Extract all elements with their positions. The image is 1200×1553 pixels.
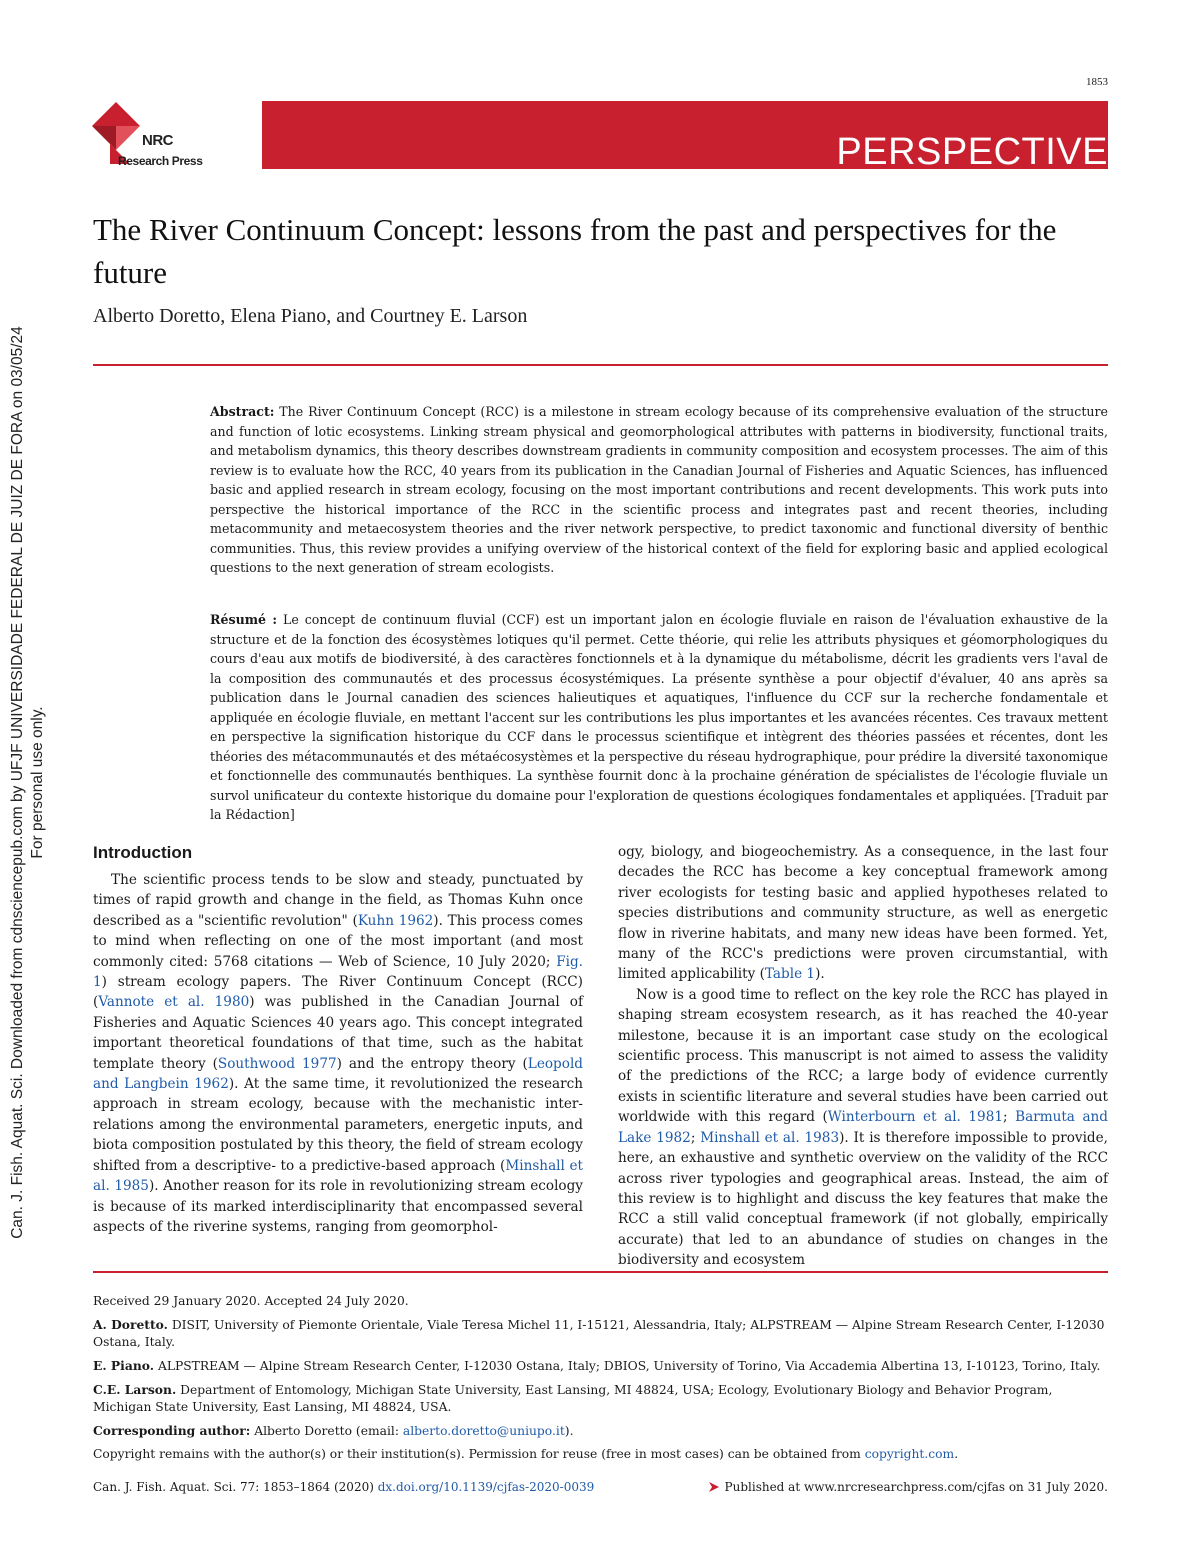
corresponding-label: Corresponding author:	[93, 1423, 251, 1438]
intro-text: The scientific process tends to be slow and steady, punctuated by times of rapid growth and change in the field, as Thomas Kuhn once described as a "scientific revolution" (	[93, 872, 583, 929]
citation-link[interactable]: Leopold and Langbein 1962	[93, 1055, 583, 1093]
author-name: C.E. Larson.	[93, 1382, 177, 1397]
publisher-name: NRC	[142, 132, 173, 149]
corresponding-text: Alberto Doretto (email:	[250, 1424, 403, 1438]
table-link[interactable]: Table 1	[764, 966, 816, 983]
publisher-subname: Research Press	[118, 154, 203, 168]
email-link[interactable]: alberto.doretto@uniupo.it	[402, 1424, 565, 1438]
affiliation-larson	[93, 1381, 1108, 1416]
citation-link[interactable]: Minshall et al. 1983	[700, 1129, 840, 1146]
intro-text: ;	[690, 1129, 701, 1146]
citation-link[interactable]: Vannote et al. 1980	[98, 994, 250, 1011]
affiliation-doretto	[93, 1316, 1108, 1351]
personal-use-notice: For personal use only.	[29, 706, 46, 859]
author-name: A. Doretto.	[93, 1317, 168, 1332]
footnote-divider	[93, 1271, 1108, 1273]
page-number: 1853	[1086, 76, 1108, 88]
corresponding-author	[93, 1422, 1108, 1440]
nrc-arrow-icon	[709, 1482, 719, 1492]
resume	[210, 610, 1108, 825]
copyright-notice	[93, 1446, 1108, 1463]
section-label: PERSPECTIVE	[836, 131, 1108, 173]
intro-text: ). At the same time, it revolutionized the research approach in stream ecology, because with the mechanistic inter-relations among the environmental parameters, energetic inputs, and biota composition postulated by this theory, the field of stream ecology shifted from a descriptive- to a predictive-based approach (	[93, 1076, 583, 1174]
footnotes	[93, 1293, 1108, 1469]
intro-text: ;	[1003, 1109, 1016, 1126]
section-heading-introduction: Introduction	[93, 843, 193, 862]
abstract-label: Abstract:	[210, 404, 275, 419]
intro-text: Now is a good time to reflect on the key role the RCC has played in shaping stream ecosystem research, as it has reached the 40-year milestone, because it is an important case study on the ecological scientific process. This manuscript is not aimed to assess the validity of the predictions of the RCC; a large body of evidence currently exists in scientific literature and several studies have been carried out worldwide with this regard (	[618, 986, 1108, 1126]
publication-info	[709, 1480, 1108, 1494]
download-notice: Can. J. Fish. Aquat. Sci. Downloaded from cdnsciencepub.com by UFJF UNIVERSIDADE FEDERAL DE JUIZ DE FORA on 03/05/24	[9, 326, 26, 1239]
intro-text: ) stream ecology papers. The River Continuum Concept (RCC) (	[93, 974, 583, 1011]
intro-paragraph-1	[93, 870, 583, 1237]
doi-link[interactable]: dx.doi.org/10.1139/cjfas-2020-0039	[377, 1480, 595, 1494]
affiliation-piano	[93, 1357, 1108, 1375]
copyright-text: .	[954, 1447, 959, 1461]
intro-text: ) and the entropy theory (	[336, 1055, 528, 1072]
abstract-text: The River Continuum Concept (RCC) is a milestone in stream ecology because of its comprehensive evaluation of the structure and function of lotic ecosystems. Linking stream physical and geomorphological attributes with patterns in biodiversity, functional traits, and metabolism dynamics, this theory describes downstream gradients in community composition and ecosystem processes. The aim of this review is to evaluate how the RCC, 40 years from its publication in the Canadian Journal of Fisheries and Aquatic Sciences, has influenced basic and applied research in stream ecology, focusing on the most important contributions and recent developments. This work puts into perspective the historical importance of the RCC in the scientific process and integrates past and recent theories, including metacommunity and metaecosystem theories and the river network perspective, to predict taxonomic and functional diversity of benthic communities. Thus, this review provides a unifying overview of the historical context of the field for exploring basic and applied ecological questions to the next generation of stream ecologists.	[210, 404, 1108, 575]
citation-link[interactable]: Southwood 1977	[217, 1055, 337, 1072]
article-title: The River Continuum Concept: lessons from the past and perspectives for the future	[93, 212, 1057, 290]
citation-link[interactable]: Minshall et al. 1985	[93, 1157, 583, 1195]
intro-text: ). This process comes to mind when reflecting on one of the most important (and most commonly cited: 5768 citations — Web of Science, 10 July 2020;	[93, 912, 583, 970]
corresponding-text: ).	[564, 1424, 574, 1438]
resume-label: Résumé :	[210, 612, 278, 627]
page-footer	[93, 1480, 1108, 1500]
affiliation-text: Department of Entomology, Michigan State University, East Lansing, MI 48824, USA; Ecology, Evolutionary Biology and Behavior Program, Michigan State University, East Lansing, MI 48824, USA.	[93, 1383, 1053, 1414]
copyright-text: Copyright remains with the author(s) or their institution(s). Permission for reuse (free in most cases) can be obtained from	[93, 1447, 865, 1461]
abstract	[210, 402, 1108, 578]
header-divider	[93, 364, 1108, 366]
intro-text: ) was published in the Canadian Journal of Fisheries and Aquatic Sciences 40 years ago. This concept integrated important theoretical foundations of that time, such as the habitat template theory (	[93, 994, 584, 1072]
author-name: E. Piano.	[93, 1358, 155, 1373]
article-authors: Alberto Doretto, Elena Piano, and Courtney E. Larson	[93, 305, 528, 327]
intro-text: ). Another reason for its role in revolutionizing stream ecology is because of its marked interdisciplinarity that encompassed several aspects of the riverine systems, ranging from geomorphol-	[93, 1178, 583, 1235]
affiliation-text: DISIT, University of Piemonte Orientale, Viale Teresa Michel 11, I-15121, Alessandria, Italy; ALPSTREAM — Alpine Stream Research Center, I-12030 Ostana, Italy.	[93, 1318, 1105, 1349]
received-dates: Received 29 January 2020. Accepted 24 July 2020.	[93, 1294, 409, 1308]
affiliation-text: ALPSTREAM — Alpine Stream Research Center, I-12030 Ostana, Italy; DBIOS, University of Torino, Via Accademia Albertina 13, I-10123, Torino, Italy.	[154, 1359, 1101, 1373]
intro-paragraph-2	[618, 985, 1108, 1271]
intro-paragraph-1-continued	[618, 842, 1108, 985]
resume-text: Le concept de continuum fluvial (CCF) est un important jalon en écologie fluviale en raison de l'évaluation exhaustive de la structure et de la fonction des écosystèmes lotiques qu'il permet. Cette théorie, qui relie les attributs physiques et géomorphologiques du cours d'eau aux motifs de biodiversité, à des caractères fonctionnels et à la dynamique du métabolisme, décrit les gradients vers l'aval de la composition des communautés et des processus écosystémiques. La présente synthèse a pour objectif d'évaluer, 40 ans après sa publication dans le Journal canadien des sciences halieutiques et aquatiques, l'influence du CCF sur la recherche fondamentale et appliquée en écologie fluviale, en mettant l'accent sur les contributions les plus importantes et les avancées récentes. Ces travaux mettent en perspective la signification historique du CCF dans le processus scientifique et intègrent des théories passées et récentes, dont les théories des métacommunautés et des métaécosystèmes et la perspective du réseau hydrographique, pour prédire la diversité taxonomique et fonctionnelle des communautés benthiques. La synthèse fournit donc à la prochaine génération de spécialistes de l'écologie fluviale un survol unificateur du contexte historique du domaine pour l'exploration de questions écologiques fondamentales et appliquées. [Traduit par la Rédaction]	[210, 612, 1108, 822]
citation-link[interactable]: Winterbourn et al. 1981	[827, 1109, 1003, 1126]
body-column-left	[93, 842, 583, 1237]
body-column-right	[618, 842, 1108, 1271]
download-sidebar	[8, 235, 70, 1330]
published-text: Published at www.nrcresearchpress.com/cjfas on 31 July 2020.	[724, 1480, 1108, 1494]
figure-link[interactable]: Fig. 1	[93, 953, 583, 991]
copyright-link[interactable]: copyright.com	[864, 1447, 955, 1461]
journal-citation	[93, 1480, 594, 1494]
intro-text: ). It is therefore impossible to provide, here, an exhaustive and synthetic overview on the validity of the RCC across river typologies and geographical areas. Instead, the aim of this review is to highlight and discuss the key features that make the RCC a still valid conceptual framework (if not globally, empirically accurate) that led to an abundance of studies on changes in the biodiversity and ecosystem	[618, 1129, 1108, 1269]
citation-text: Can. J. Fish. Aquat. Sci. 77: 1853–1864 (2020)	[93, 1480, 378, 1494]
citation-link[interactable]: Kuhn 1962	[357, 912, 434, 929]
intro-text: ).	[815, 966, 825, 983]
citation-link[interactable]: Barmuta and Lake 1982	[618, 1109, 1109, 1146]
intro-text: ogy, biology, and biogeochemistry. As a consequence, in the last four decades the RCC has become a key conceptual framework among river ecologists for testing basic and applied hypotheses related to species distributions and community structure, as well as energetic flow in riverine habitats, and many new ideas have been formed. Yet, many of the RCC's predictions were proven circumstantial, with limited applicability (	[618, 844, 1108, 983]
